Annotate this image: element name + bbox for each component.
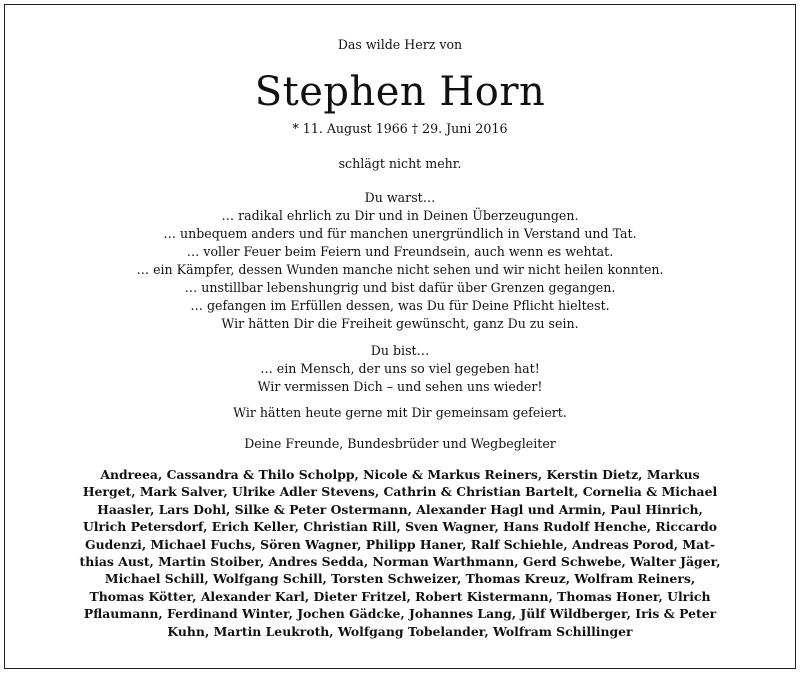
tribute-line: Du warst… — [364, 190, 436, 205]
tribute-line: … voller Feuer beim Feiern und Freundsein, auch wenn es wehtat. — [186, 244, 614, 259]
mourners-line: Andreea, Cassandra & Thilo Scholpp, Nicole & Markus Reiners, Kerstin Dietz, Markus — [100, 467, 700, 482]
tribute-du-bist — [0, 342, 800, 396]
mourners-line: Thomas Kötter, Alexander Karl, Dieter Fritzel, Robert Kistermann, Thomas Honer, Ulrich — [89, 588, 711, 604]
tribute-line: Wir hätten Dir die Freiheit gewünscht, ganz Du zu sein. — [221, 316, 579, 331]
closing-sentence: Wir hätten heute gerne mit Dir gemeinsam gefeiert. — [233, 405, 567, 420]
mourners-line: Haasler, Lars Dohl, Silke & Peter Ostermann, Alexander Hagl und Armin, Paul Hinrich, — [97, 501, 703, 517]
tribute-line: … gefangen im Erfüllen dessen, was Du für Deine Pflicht hieltest. — [190, 298, 610, 313]
life-dates: * 11. August 1966 † 29. Juni 2016 — [292, 121, 508, 136]
tribute-line: … ein Kämpfer, dessen Wunden manche nicht sehen und wir nicht heilen konnten. — [136, 262, 664, 277]
tribute-du-warst — [0, 189, 800, 333]
tribute-line: … radikal ehrlich zu Dir und in Deinen Überzeugungen. — [221, 208, 579, 223]
mourners-line: Gudenzi, Michael Fuchs, Sören Wagner, Philipp Haner, Ralf Schiehle, Andreas Porod, Mat- — [85, 536, 715, 552]
tribute-line: … ein Mensch, der uns so viel gegeben hat! — [260, 361, 540, 376]
signers-heading: Deine Freunde, Bundesbrüder und Wegbegleiter — [244, 436, 556, 451]
mourners-line: Michael Schill, Wolfgang Schill, Torsten Schweizer, Thomas Kreuz, Wolfram Reiners, — [104, 571, 696, 587]
deceased-name: Stephen Horn — [254, 69, 546, 115]
tribute-line: … unbequem anders und für manchen unergründlich in Verstand und Tat. — [163, 226, 637, 241]
mourners-line: thias Aust, Martin Stoiber, Andres Sedda, Norman Warthmann, Gerd Schwebe, Walter Jäger, — [79, 554, 721, 570]
intro-text: Das wilde Herz von — [337, 37, 463, 52]
mourners-line: Kuhn, Martin Leukroth, Wolfgang Tobelander, Wolfram Schillinger — [167, 623, 633, 639]
mourners-list — [0, 466, 800, 640]
tribute-line: … unstillbar lebenshungrig und bist dafür über Grenzen gegangen. — [184, 280, 616, 295]
tagline: schlägt nicht mehr. — [338, 156, 462, 171]
mourners-line: Pflaumann, Ferdinand Winter, Jochen Gädcke, Johannes Lang, Jülf Wildberger, Iris & Peter — [83, 606, 717, 622]
tribute-line: Du bist… — [370, 343, 430, 358]
tribute-line: Wir vermissen Dich – und sehen uns wieder! — [257, 379, 543, 394]
mourners-line: Herget, Mark Salver, Ulrike Adler Stevens, Cathrin & Christian Bartelt, Cornelia & Michael — [82, 484, 718, 500]
mourners-line: Ulrich Petersdorf, Erich Keller, Christian Rill, Sven Wagner, Hans Rudolf Henche, Riccardo — [82, 519, 717, 535]
